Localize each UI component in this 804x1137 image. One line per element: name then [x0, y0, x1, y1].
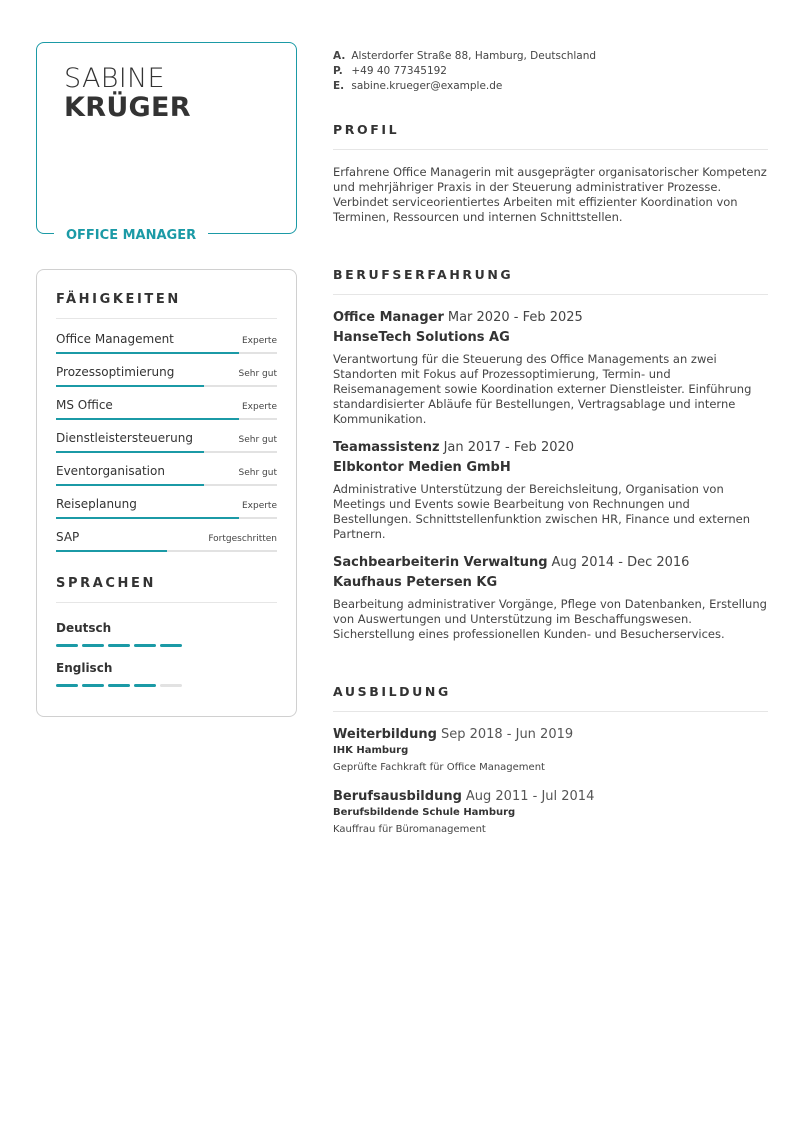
job-company: HanseTech Solutions AG	[333, 330, 510, 345]
education-title-line	[333, 726, 768, 744]
skill-name: MS Office	[56, 398, 113, 412]
contact-phone	[333, 64, 596, 79]
skill-name: Prozessoptimierung	[56, 365, 175, 379]
job-title: OFFICE MANAGER	[54, 228, 208, 243]
education-list	[333, 726, 768, 835]
first-name: SABINE	[64, 63, 165, 94]
rating-segment	[134, 684, 156, 687]
job-company: Elbkontor Medien GmbH	[333, 460, 511, 475]
job-description: Administrative Unterstützung der Bereichsleitung, Organisation von Meetings und Events sowie Bearbeitung von Rechnungen und Bestellungen. Schnittstellenfunktion zwischen HR, Finance und externen Partnern.	[333, 482, 751, 541]
job-role: Teamassistenz	[333, 440, 440, 455]
skill-item	[56, 326, 277, 359]
rating-segment	[108, 684, 130, 687]
skill-bar-track	[56, 484, 277, 486]
skill-bar-track	[56, 385, 277, 387]
skill-name: Eventorganisation	[56, 464, 165, 478]
job-entry	[333, 309, 768, 427]
job-role: Sachbearbeiterin Verwaltung	[333, 555, 548, 570]
last-name: KRÜGER	[64, 92, 191, 123]
language-name: Deutsch	[56, 621, 112, 635]
job-role: Office Manager	[333, 310, 444, 325]
skills-heading: FÄHIGKEITEN	[56, 292, 181, 307]
skill-item	[56, 458, 277, 491]
language-rating	[56, 644, 277, 647]
education-title-line	[333, 788, 768, 806]
divider	[56, 602, 277, 603]
job-title-line	[333, 554, 768, 572]
profile-section	[333, 122, 768, 225]
languages-list	[56, 621, 277, 687]
skill-name: SAP	[56, 530, 80, 544]
skill-bar-fill	[56, 352, 239, 354]
skill-item	[56, 524, 277, 557]
contact-address	[333, 49, 596, 64]
skill-level: Fortgeschritten	[208, 534, 277, 544]
skill-bar-track	[56, 451, 277, 453]
job-dates: Jan 2017 - Feb 2020	[443, 440, 575, 455]
skill-level: Sehr gut	[238, 369, 277, 379]
rating-segment	[108, 644, 130, 647]
skills-list	[56, 326, 277, 557]
job-title-line	[333, 439, 768, 457]
skill-bar-track	[56, 517, 277, 519]
skill-level: Experte	[241, 336, 277, 346]
job-company: Kaufhaus Petersen KG	[333, 575, 498, 590]
education-dates: Aug 2011 - Jul 2014	[465, 789, 595, 804]
skill-bar-fill	[56, 484, 204, 486]
rating-segment	[134, 644, 156, 647]
education-dates: Sep 2018 - Jun 2019	[440, 727, 574, 742]
education-entry	[333, 788, 768, 835]
skill-level: Experte	[241, 402, 277, 412]
skill-item	[56, 359, 277, 392]
rating-segment	[160, 644, 182, 647]
language-rating	[56, 684, 277, 687]
skills-card	[36, 269, 297, 717]
skill-bar-fill	[56, 451, 204, 453]
skill-bar-track	[56, 550, 277, 552]
email-value: sabine.krueger@example.de	[351, 80, 503, 92]
skill-name: Office Management	[56, 332, 174, 346]
job-dates: Mar 2020 - Feb 2025	[447, 310, 583, 325]
phone-value: +49 40 77345192	[351, 65, 447, 77]
job-title-line	[333, 309, 768, 327]
rating-segment	[56, 684, 78, 687]
language-item	[56, 621, 277, 647]
skill-level: Sehr gut	[238, 435, 277, 445]
divider	[333, 149, 768, 150]
education-description: Geprüfte Fachkraft für Office Management	[333, 762, 545, 773]
education-school: IHK Hamburg	[333, 745, 409, 756]
education-entry	[333, 726, 768, 773]
job-description: Verantwortung für die Steuerung des Office Managements an zwei Standorten mit Fokus auf Prozessoptimierung, Termin- und Reisemanagement sowie Koordination externer Dienstleister. Einführung standardisierter Abläufe für Bestellungen, Vertragsablage und interne Kommunikation.	[333, 352, 752, 426]
skill-bar-fill	[56, 550, 167, 552]
rating-segment	[56, 644, 78, 647]
profile-heading: PROFIL	[333, 122, 400, 137]
rating-segment	[160, 684, 182, 687]
job-dates: Aug 2014 - Dec 2016	[551, 555, 690, 570]
education-degree: Berufsausbildung	[333, 789, 462, 804]
address-value: Alsterdorfer Straße 88, Hamburg, Deutschland	[351, 50, 597, 62]
divider	[333, 711, 768, 712]
skill-bar-fill	[56, 385, 204, 387]
job-description: Bearbeitung administrativer Vorgänge, Pflege von Datenbanken, Erstellung von Auswertungen und Unterstützung im Beschaffungswesen. Sicherstellung eines professionellen Kunden- und Besucherservices.	[333, 597, 767, 641]
phone-key: P.	[333, 65, 343, 77]
name-card	[36, 42, 297, 243]
job-entry	[333, 554, 768, 642]
rating-segment	[82, 684, 104, 687]
rating-segment	[82, 644, 104, 647]
skill-level: Sehr gut	[238, 468, 277, 478]
skill-item	[56, 392, 277, 425]
skill-item	[56, 425, 277, 458]
skill-name: Reiseplanung	[56, 497, 137, 511]
education-degree: Weiterbildung	[333, 727, 437, 742]
contact-block	[333, 49, 596, 94]
languages-heading: SPRACHEN	[56, 576, 156, 591]
language-name: Englisch	[56, 661, 113, 675]
education-description: Kauffrau für Büromanagement	[333, 824, 486, 835]
skill-item	[56, 491, 277, 524]
experience-section	[333, 267, 768, 642]
skill-bar-track	[56, 352, 277, 354]
experience-list	[333, 309, 768, 642]
email-key: E.	[333, 80, 345, 92]
job-entry	[333, 439, 768, 542]
skill-bar-fill	[56, 517, 239, 519]
contact-email	[333, 79, 596, 94]
address-key: A.	[333, 50, 346, 62]
skill-level: Experte	[241, 501, 277, 511]
education-school: Berufsbildende Schule Hamburg	[333, 807, 516, 818]
education-heading: AUSBILDUNG	[333, 684, 451, 699]
skill-name: Dienstleistersteuerung	[56, 431, 193, 445]
experience-heading: BERUFSERFAHRUNG	[333, 267, 514, 282]
skill-bar-track	[56, 418, 277, 420]
skill-bar-fill	[56, 418, 239, 420]
divider	[333, 294, 768, 295]
divider	[56, 318, 277, 319]
language-item	[56, 661, 277, 687]
profile-text: Erfahrene Office Managerin mit ausgeprägter organisatorischer Kompetenz und mehrjähriger Praxis in der Steuerung administrativer Prozesse. Verbindet serviceorientiertes Arbeiten mit effizienter Koordination von Terminen, Ressourcen und internen Schnittstellen.	[333, 165, 767, 224]
education-section	[333, 684, 768, 835]
